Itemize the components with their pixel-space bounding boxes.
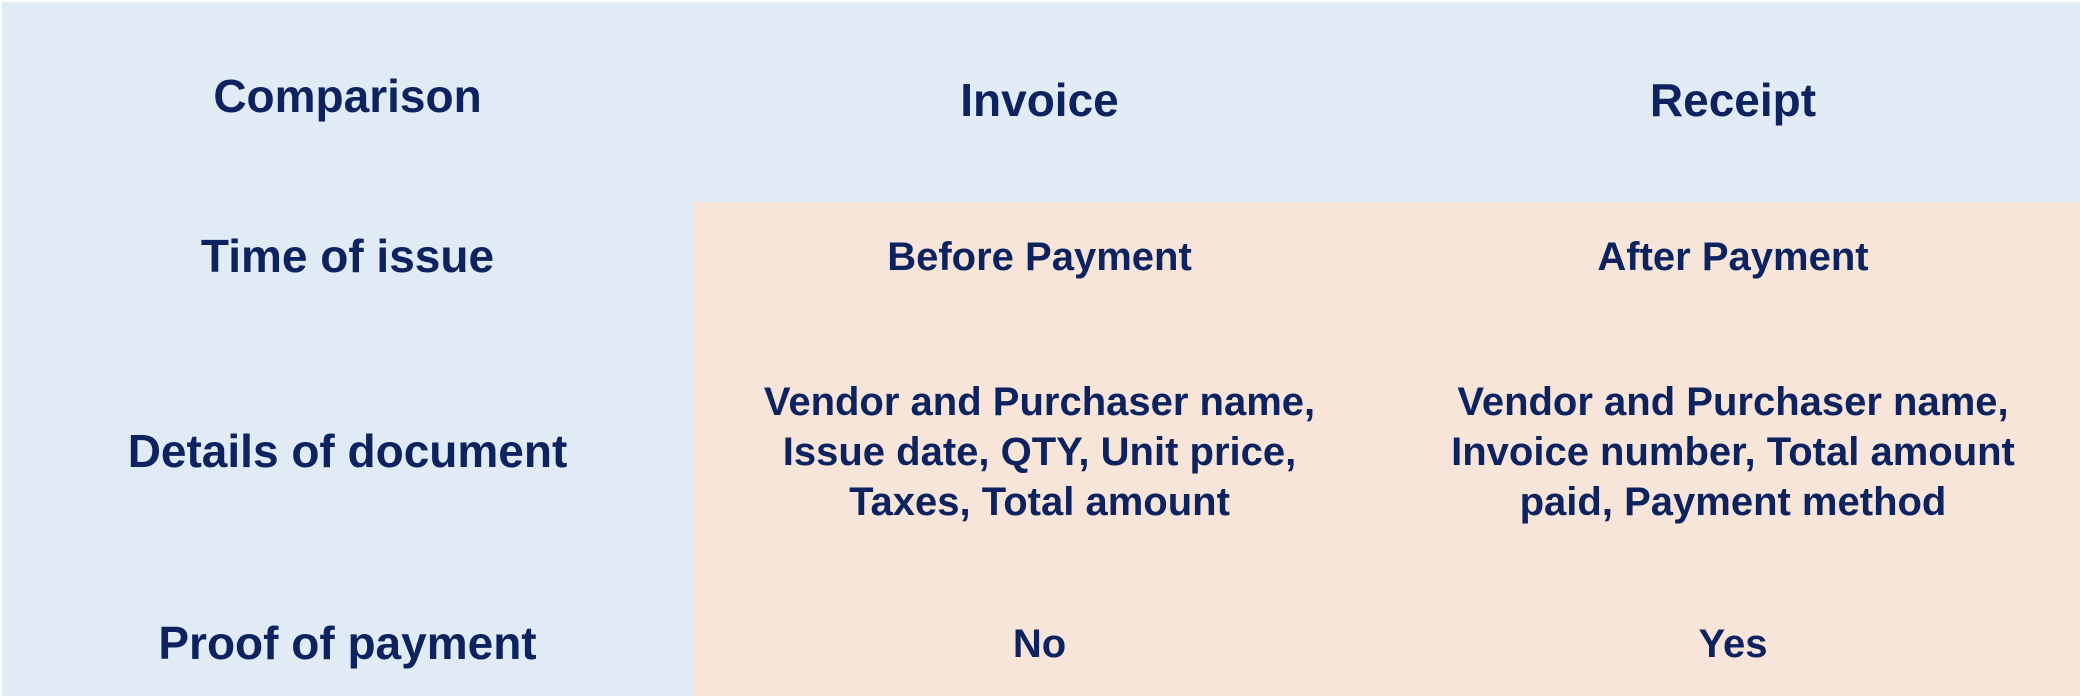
invoice-proof-of-payment: No (1012, 622, 1067, 666)
receipt-details-line-1: Vendor and Purchaser name, (1457, 380, 2009, 424)
row-label-details-of-document: Details of document (127, 425, 568, 478)
row-label-proof-of-payment: Proof of payment (158, 617, 537, 670)
invoice-details-line-1: Vendor and Purchaser name, (763, 380, 1316, 424)
receipt-time-of-issue: After Payment (1597, 235, 1869, 279)
receipt-details-line-3: paid, Payment method (1519, 480, 1947, 524)
invoice-details-line-3: Taxes, Total amount (849, 480, 1230, 524)
receipt-details-line-2: Invoice number, Total amount (1451, 430, 2015, 474)
receipt-proof-of-payment: Yes (1698, 622, 1768, 666)
header-receipt: Receipt (1649, 74, 1817, 127)
receipt-details-of-document (1386, 342, 2080, 562)
header-comparison: Comparison (213, 70, 482, 123)
row-label-time-of-issue: Time of issue (200, 230, 495, 283)
invoice-time-of-issue: Before Payment (887, 235, 1192, 279)
header-invoice: Invoice (960, 74, 1119, 127)
invoice-details-of-document (693, 342, 1386, 562)
comparison-table (2, 2, 2080, 696)
invoice-details-line-2: Issue date, QTY, Unit price, (782, 430, 1297, 474)
